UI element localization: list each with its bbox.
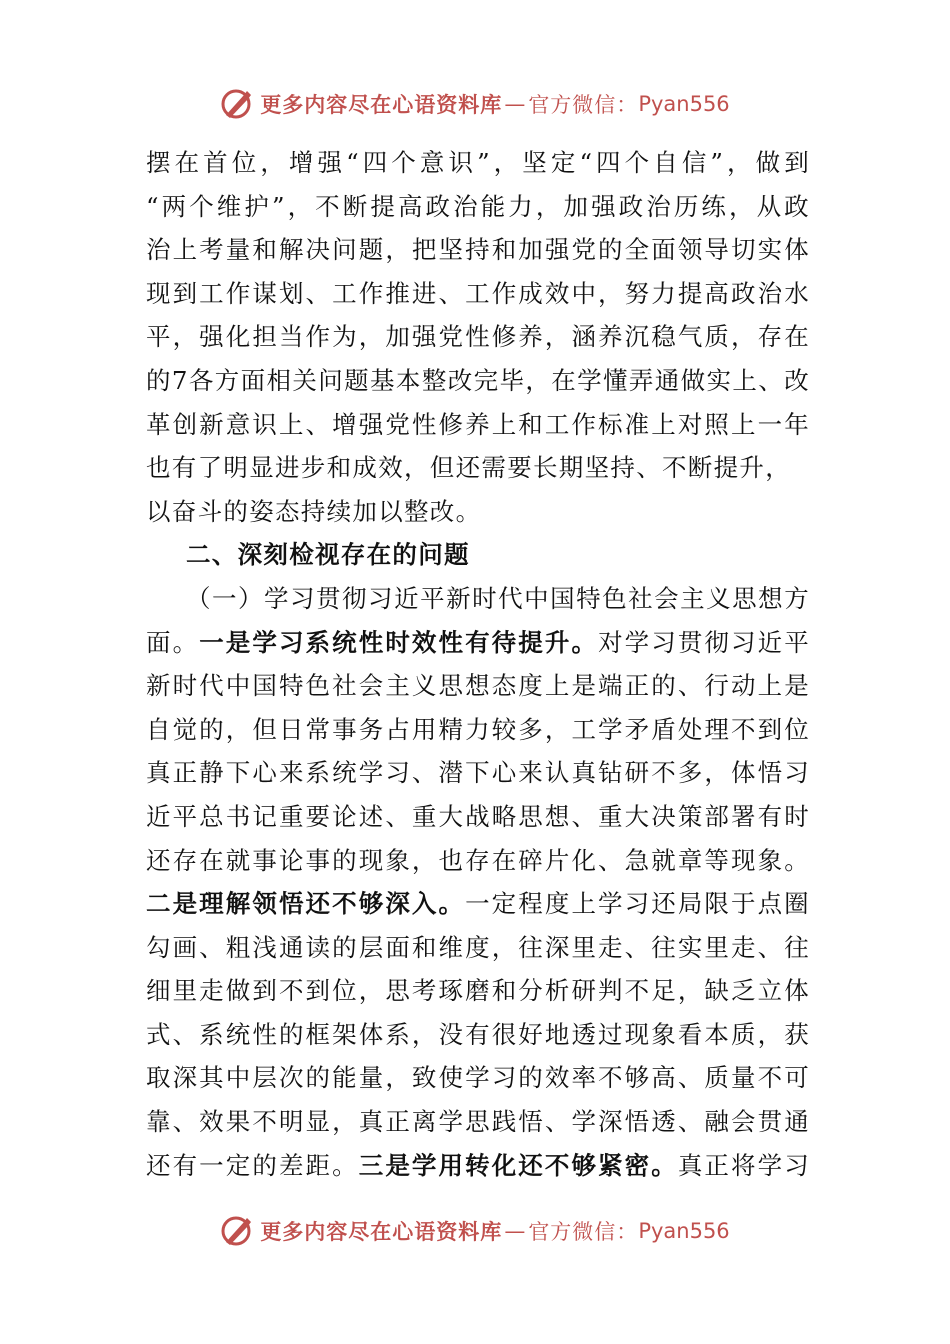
point-title: 三是学用转化还不够紧密。 [358,1150,678,1180]
banner-wechat-id: Pyan556 [638,92,730,116]
header-watermark-banner [0,84,950,124]
text-line [146,1144,810,1188]
text-line: 细里走做到不到位，思考琢磨和分析研判不足，缺乏立体 [146,976,810,1006]
text-line: 的7各方面相关问题基本整改完毕，在学懂弄通做实上、改 [146,365,810,395]
text-span: 面。 [146,627,200,657]
footer-watermark-banner [0,1211,950,1251]
banner-label: 官方微信： [528,1220,639,1244]
banner-wechat-id: Pyan556 [638,1219,730,1243]
text-line: 勾画、粗浅通读的层面和维度，往深里走、往实里走、往 [146,932,810,962]
text-line: 取深其中层次的能量，致使学习的效率不够高、质量不可 [146,1063,810,1093]
banner-dash: — [504,92,527,116]
text-line: 现到工作谋划、工作推进、工作成效中，努力提高政治水 [146,278,810,308]
text-line: 式、系统性的框架体系，没有很好地透过现象看本质，获 [146,1019,810,1049]
text-line: （一）学习贯彻习近平新时代中国特色社会主义思想方 [186,583,810,613]
text-line: 平，强化担当作为，加强党性修养，涵养沉稳气质，存在 [146,322,810,352]
text-line: 靠、效果不明显，真正离学思践悟、学深悟透、融会贯通 [146,1107,810,1137]
text-line: “两个维护”，不断提高政治能力，加强政治历练，从政 [146,191,810,221]
text-span: 还有一定的差距。 [146,1150,359,1180]
pen-logo-icon [220,87,254,121]
text-line: 摆在首位，增强“四个意识”，坚定“四个自信”，做到 [146,148,810,177]
text-line [146,621,810,665]
banner-brand: 更多内容尽在心语资料库 [260,1220,503,1244]
section-heading: 二、深刻检视存在的问题 [186,540,470,570]
text-span: 真正将学习 [677,1150,810,1180]
text-line: 近平总书记重要论述、重大战略思想、重大决策部署有时 [146,801,810,831]
document-body [146,141,810,1187]
text-line: 真正静下心来系统学习、潜下心来认真钻研不多，体悟习 [146,758,810,788]
pen-logo-icon [220,1214,254,1248]
text-line: 治上考量和解决问题，把坚持和加强党的全面领导切实体 [146,235,810,265]
text-span: 一定程度上学习还局限于点圈 [465,889,810,919]
text-span: 对学习贯彻习近平 [598,627,810,657]
banner-brand: 更多内容尽在心语资料库 [260,93,503,117]
text-line [146,882,810,926]
text-line: 还存在就事论事的现象，也存在碎片化、急就章等现象。 [146,845,810,875]
point-title: 一是学习系统性时效性有待提升。 [199,627,599,657]
text-line: 自觉的，但日常事务占用精力较多，工学矛盾处理不到位 [146,714,810,744]
text-line: 也有了明显进步和成效，但还需要长期坚持、不断提升， [146,453,791,483]
point-title: 二是理解领悟还不够深入。 [146,889,466,919]
text-line: 革创新意识上、增强党性修养上和工作标准上对照上一年 [146,409,810,439]
text-line: 以奋斗的姿态持续加以整改。 [146,496,482,526]
banner-label: 官方微信： [528,93,639,117]
text-line: 新时代中国特色社会主义思想态度上是端正的、行动上是 [146,671,810,701]
banner-dash: — [504,1219,527,1243]
